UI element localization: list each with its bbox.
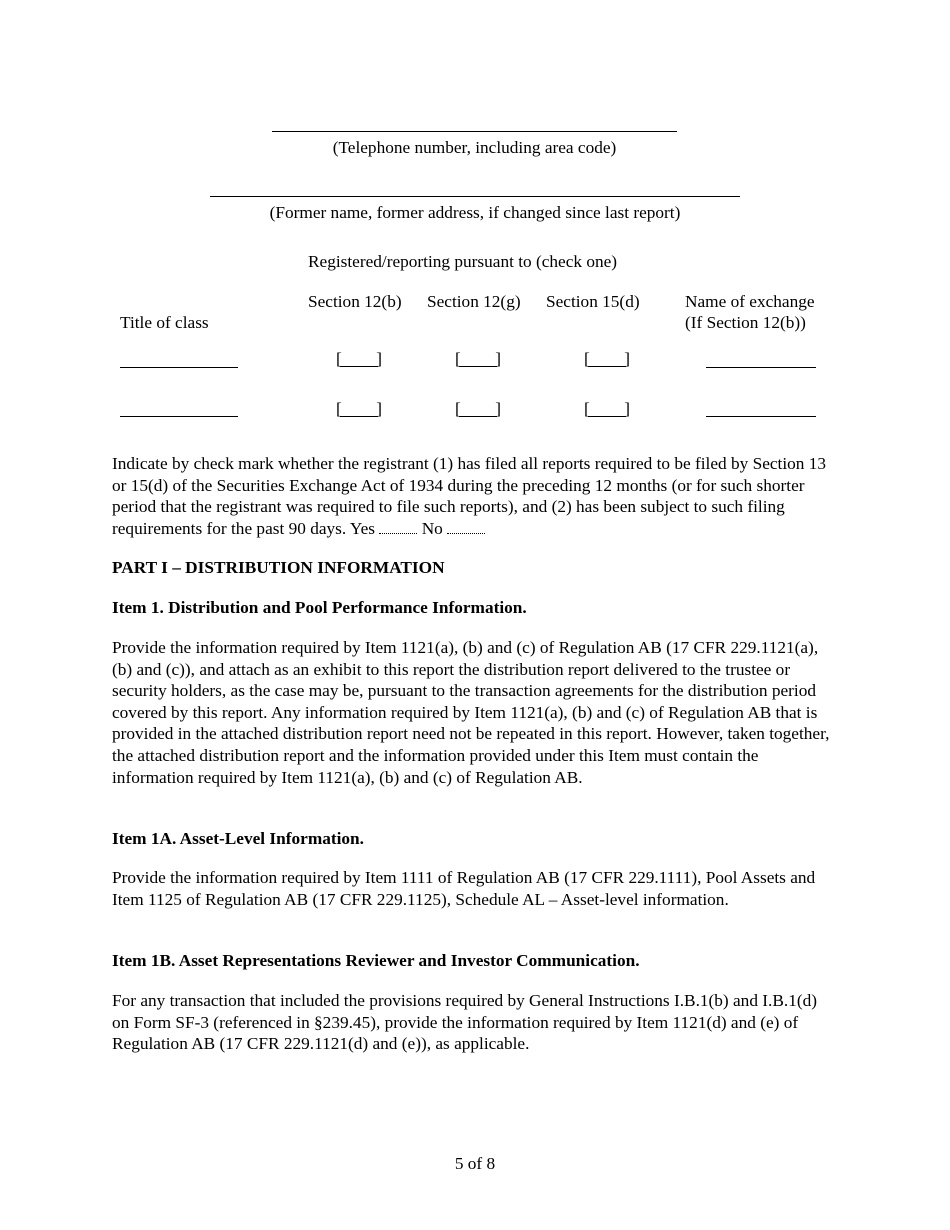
part1-title: PART I – DISTRIBUTION INFORMATION: [112, 558, 445, 577]
section-12g-checkbox[interactable]: [455, 348, 501, 368]
section-12b-checkbox[interactable]: [336, 398, 382, 418]
item1-title: Item 1. Distribution and Pool Performance Information.: [112, 598, 527, 617]
indicate-paragraph: [112, 453, 836, 539]
exchange-header-line2: (If Section 12(b)): [685, 313, 806, 332]
bracket-right: ]: [495, 399, 501, 418]
telephone-line: [272, 131, 677, 132]
bracket-left: [: [336, 399, 342, 418]
bracket-left: [: [584, 399, 590, 418]
bracket-left: [: [455, 349, 461, 368]
bracket-right: ]: [624, 349, 630, 368]
item1b-text: For any transaction that included the provisions required by General Instructions I.B.1(b) and I.B.1(d) on Form SF-3 (referenced in §239.45), provide the information required by Item 1121(d) and (e) of Regulation AB (17 CFR 229.1121(d) and (e)), as applicable.: [112, 991, 817, 1054]
exchange-name-field[interactable]: [706, 416, 816, 417]
section-12g-checkbox[interactable]: [455, 398, 501, 418]
former-name-line: [210, 196, 740, 197]
bracket-left: [: [455, 399, 461, 418]
title-of-class-field[interactable]: [120, 367, 238, 368]
no-label: No: [421, 518, 443, 538]
section-12g-header: Section 12(g): [427, 292, 521, 311]
bracket-left: [: [584, 349, 590, 368]
registration-heading: Registered/reporting pursuant to (check one): [308, 252, 618, 271]
page-number: 5 of 8: [454, 1154, 496, 1173]
item1a-text: Provide the information required by Item 1111 of Regulation AB (17 CFR 229.1111), Pool Assets and Item 1125 of Regulation AB (17 CFR 229.1125), Schedule AL – Asset-level information.: [112, 868, 816, 909]
section-12b-checkbox[interactable]: [336, 348, 382, 368]
exchange-name-field[interactable]: [706, 367, 816, 368]
bracket-right: ]: [495, 349, 501, 368]
item1a-title: Item 1A. Asset-Level Information.: [112, 829, 364, 848]
no-field[interactable]: [447, 521, 485, 534]
yes-label: Yes: [349, 518, 376, 538]
section-12b-header: Section 12(b): [308, 292, 402, 311]
indicate-text: Indicate by check mark whether the registrant (1) has filed all reports required to be filed by Section 13 or 15(d) of the Securities Exchange Act of 1934 during the preceding 12 months (or for such shorter period that the registrant was required to file such reports), and (2) has been subject to such filing requirements for the past 90 days.: [112, 454, 827, 538]
telephone-label: (Telephone number, including area code): [332, 138, 617, 157]
item1b-title: Item 1B. Asset Representations Reviewer and Investor Communication.: [112, 951, 640, 970]
title-of-class-field[interactable]: [120, 416, 238, 417]
bracket-left: [: [336, 349, 342, 368]
section-15d-checkbox[interactable]: [584, 348, 630, 368]
section-15d-header: Section 15(d): [546, 292, 640, 311]
title-of-class-header: Title of class: [120, 313, 209, 332]
section-15d-checkbox[interactable]: [584, 398, 630, 418]
item1-text: Provide the information required by Item 1121(a), (b) and (c) of Regulation AB (17 CFR 229.1121(a), (b) and (c)), and attach as an exhibit to this report the distribution report delivered to the trustee or security holders, as the case may be, pursuant to the transaction agreements for the distribution period covered by this report. Any information required by Item 1121(a), (b) and (c) of Regulation AB that is provided in the attached distribution report need not be repeated in this report. However, taken together, the attached distribution report and the information provided under this Item must contain the information required by Item 1121(a), (b) and (c) of Regulation AB.: [112, 638, 830, 787]
bracket-right: ]: [376, 399, 382, 418]
yes-field[interactable]: [379, 521, 417, 534]
exchange-header-line1: Name of exchange: [685, 292, 815, 311]
former-name-label: (Former name, former address, if changed since last report): [269, 203, 681, 222]
bracket-right: ]: [624, 399, 630, 418]
bracket-right: ]: [376, 349, 382, 368]
